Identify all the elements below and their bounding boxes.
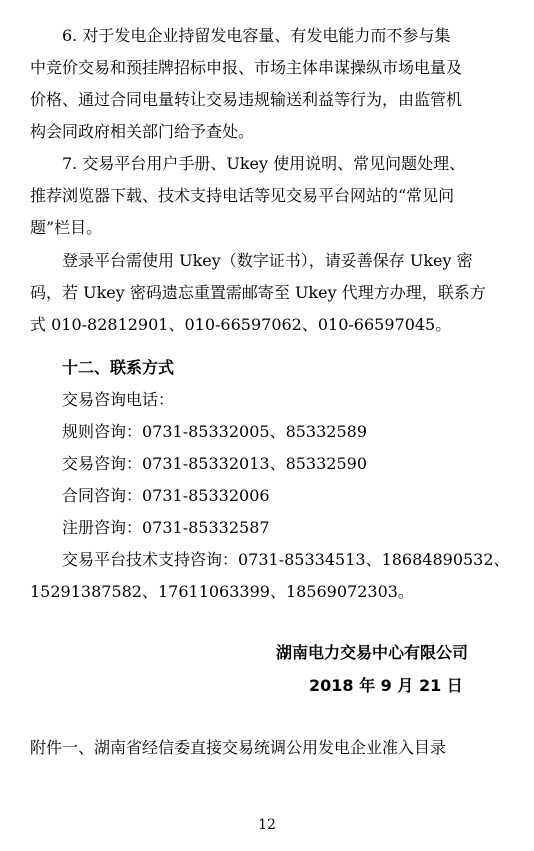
item7-line-2: 推荐浏览器下载、技术支持电话等见交易平台网站的“常见问	[30, 186, 455, 205]
item6-line-1: 6. 对于发电企业持留发电容量、有发电能力而不参与集	[62, 26, 451, 45]
item7-line-1: 7. 交易平台用户手册、Ukey 使用说明、常见问题处理、	[62, 154, 466, 173]
attachment-line: 附件一、湖南省经信委直接交易统调公用发电企业准入目录	[30, 738, 447, 757]
contract-consult: 合同咨询：0731-85332006	[62, 486, 270, 505]
item6-line-2: 中竞价交易和预挂牌招标申报、市场主体串谋操纵市场电量及	[30, 58, 463, 77]
company-name: 湖南电力交易中心有限公司	[276, 643, 469, 662]
rules-consult: 规则咨询：0731-85332005、85332589	[62, 422, 368, 441]
trading-consult: 交易咨询：0731-85332013、85332590	[62, 454, 368, 473]
item6-line-4: 构会同政府相关部门给予查处。	[30, 122, 255, 141]
registration-consult: 注册咨询：0731-85332587	[62, 518, 270, 537]
ukey-line-3: 式 010-82812901、010-66597062、010-66597045。	[30, 315, 452, 334]
page-number: 12	[258, 817, 276, 833]
tech-support-line-1: 交易平台技术支持咨询：0731-85334513、18684890532、	[62, 550, 510, 569]
ukey-line-1: 登录平台需使用 Ukey（数字证书），请妥善保存 Ukey 密	[62, 251, 473, 270]
item7-line-3: 题”栏目。	[30, 218, 103, 237]
tech-support-line-2: 15291387582、17611063399、18569072303。	[30, 582, 414, 601]
consult-title: 交易咨询电话：	[62, 390, 175, 409]
section-heading: 十二、联系方式	[62, 358, 175, 377]
item6-line-3: 价格、通过合同电量转让交易违规输送利益等行为，由监管机	[30, 90, 463, 109]
ukey-line-2: 码，若 Ukey 密码遗忘重置需邮寄至 Ukey 代理方办理，联系方	[30, 283, 486, 302]
signature-date: 2018 年 9 月 21 日	[309, 676, 463, 695]
